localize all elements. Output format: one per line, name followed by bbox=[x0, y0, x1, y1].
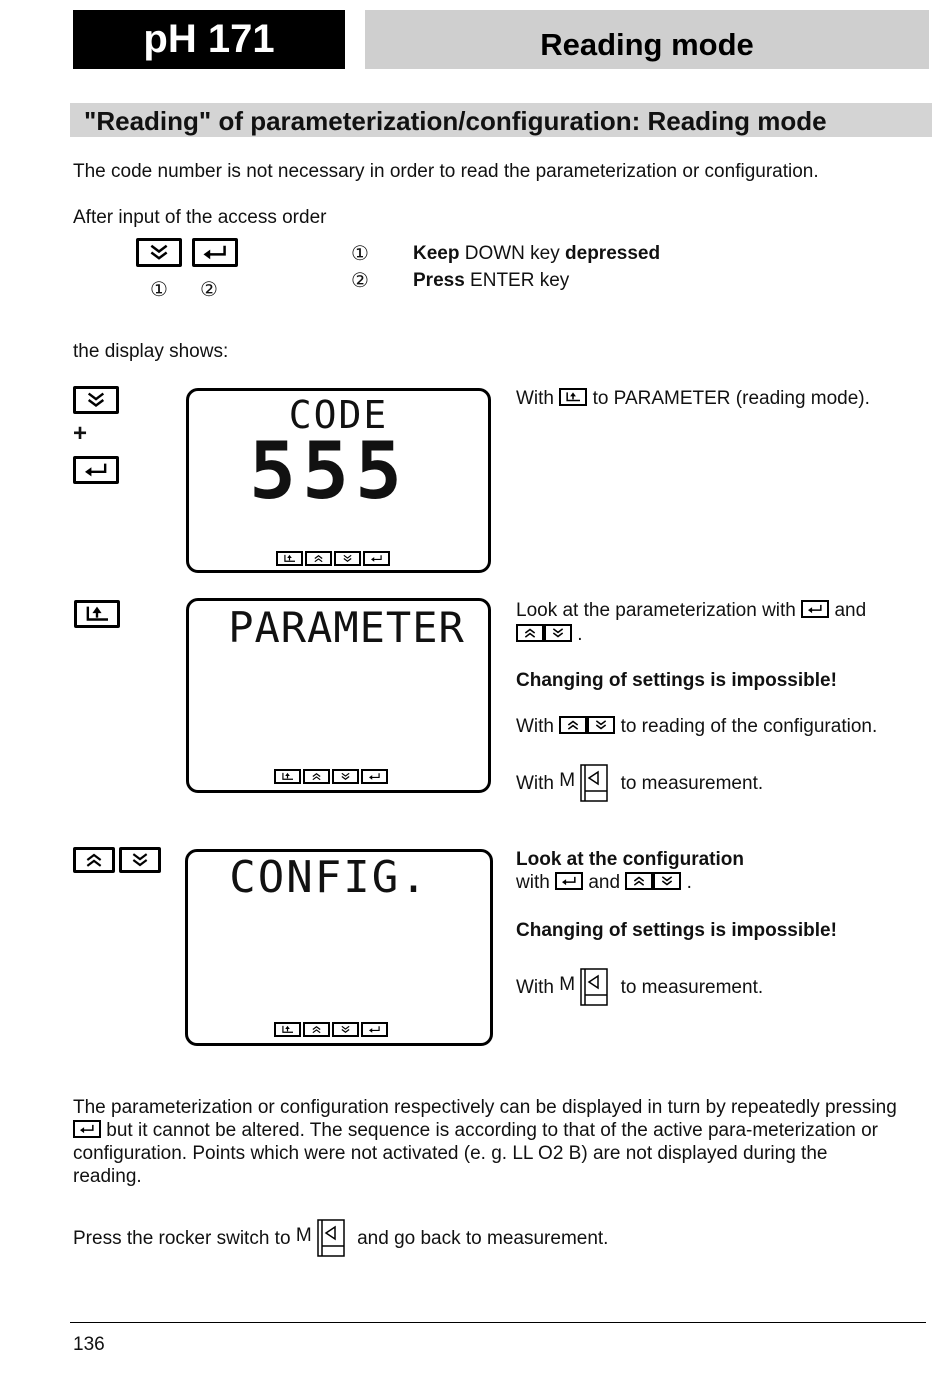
down-key-icon bbox=[73, 386, 119, 414]
enter-key-icon bbox=[555, 872, 583, 890]
step-marker-2: ② bbox=[200, 279, 218, 301]
step-marker-1: ① bbox=[150, 279, 168, 301]
display-shows-text: the display shows: bbox=[73, 341, 229, 362]
up-key-icon bbox=[559, 716, 587, 734]
panel3-look-keys: with and . bbox=[516, 872, 692, 893]
panel2-look-text: Look at the parameterization with and . bbox=[516, 600, 867, 645]
back-key-icon bbox=[274, 1022, 301, 1037]
enter-key-icon bbox=[801, 600, 829, 618]
panel1-description: With to PARAMETER (reading mode). bbox=[516, 388, 870, 409]
panel3-measure-text: With M to measurement. bbox=[516, 967, 763, 1007]
page-title: Reading mode bbox=[365, 10, 929, 69]
rocker-instruction: Press the rocker switch to M and go back to measurement. bbox=[73, 1218, 608, 1258]
up-key-icon bbox=[73, 847, 115, 873]
up-key-icon bbox=[305, 551, 332, 566]
rocker-switch-icon: M bbox=[559, 763, 615, 803]
up-key-icon bbox=[516, 624, 544, 642]
lcd-softkeys bbox=[274, 769, 388, 784]
lcd-display-parameter bbox=[186, 598, 491, 793]
lcd-code-value: 555 bbox=[249, 427, 408, 517]
panel2-warning: Changing of settings is impossible! bbox=[516, 670, 837, 691]
step-1-number: ① bbox=[351, 243, 369, 265]
up-key-icon bbox=[303, 769, 330, 784]
down-key-icon bbox=[332, 769, 359, 784]
down-key-icon bbox=[334, 551, 361, 566]
rocker-switch-icon: M bbox=[296, 1218, 352, 1258]
plus-sign: + bbox=[73, 420, 88, 447]
down-key-icon bbox=[332, 1022, 359, 1037]
lcd-display-code bbox=[186, 388, 491, 573]
lcd-config-label: CONFIG. bbox=[229, 852, 429, 903]
step-2-number: ② bbox=[351, 270, 369, 292]
lcd-softkeys bbox=[276, 551, 390, 566]
page-number: 136 bbox=[73, 1334, 105, 1355]
panel3-look-title: Look at the configuration bbox=[516, 849, 744, 870]
enter-key-icon bbox=[363, 551, 390, 566]
footer-rule bbox=[70, 1322, 926, 1323]
section-title: "Reading" of parameterization/configuration: Reading mode bbox=[70, 103, 932, 137]
panel3-warning: Changing of settings is impossible! bbox=[516, 920, 837, 941]
down-key-icon bbox=[544, 624, 572, 642]
panel2-config-text: With to reading of the configuration. bbox=[516, 716, 878, 737]
step-1-text: Keep DOWN key depressed bbox=[413, 243, 661, 264]
enter-key-icon bbox=[361, 1022, 388, 1037]
back-key-icon bbox=[559, 388, 587, 406]
enter-key-icon bbox=[361, 769, 388, 784]
lcd-display-config bbox=[185, 849, 493, 1046]
down-key-icon bbox=[653, 872, 681, 890]
up-key-icon bbox=[625, 872, 653, 890]
access-order-text: After input of the access order bbox=[73, 207, 327, 228]
enter-key-icon bbox=[192, 238, 238, 267]
rocker-switch-icon: M bbox=[559, 967, 615, 1007]
device-model-banner: pH 171 bbox=[73, 10, 345, 69]
enter-key-icon bbox=[73, 1120, 101, 1138]
back-key-icon bbox=[274, 769, 301, 784]
back-key-icon bbox=[276, 551, 303, 566]
down-key-icon bbox=[587, 716, 615, 734]
up-key-icon bbox=[303, 1022, 330, 1037]
lcd-code-label: CODE bbox=[288, 393, 389, 437]
intro-text: The code number is not necessary in order to read the parameterization or configuration. bbox=[73, 161, 819, 182]
lcd-softkeys bbox=[274, 1022, 388, 1037]
panel2-measure-text: With M to measurement. bbox=[516, 763, 763, 803]
down-key-icon bbox=[136, 238, 182, 267]
down-key-icon bbox=[119, 847, 161, 873]
back-key-icon bbox=[74, 600, 120, 628]
lcd-parameter-label: PARAMETER bbox=[228, 603, 465, 652]
sequence-paragraph: The parameterization or configuration respectively can be displayed in turn by repeatedly pressing but it cannot be altered. The sequence is according to that of the active para-meterization or configuration. Points which were not activated (e. g. LL O2 B) are not displayed during the reading. bbox=[73, 1097, 897, 1187]
enter-key-icon bbox=[73, 456, 119, 484]
step-2-text: Press ENTER key bbox=[413, 270, 570, 291]
